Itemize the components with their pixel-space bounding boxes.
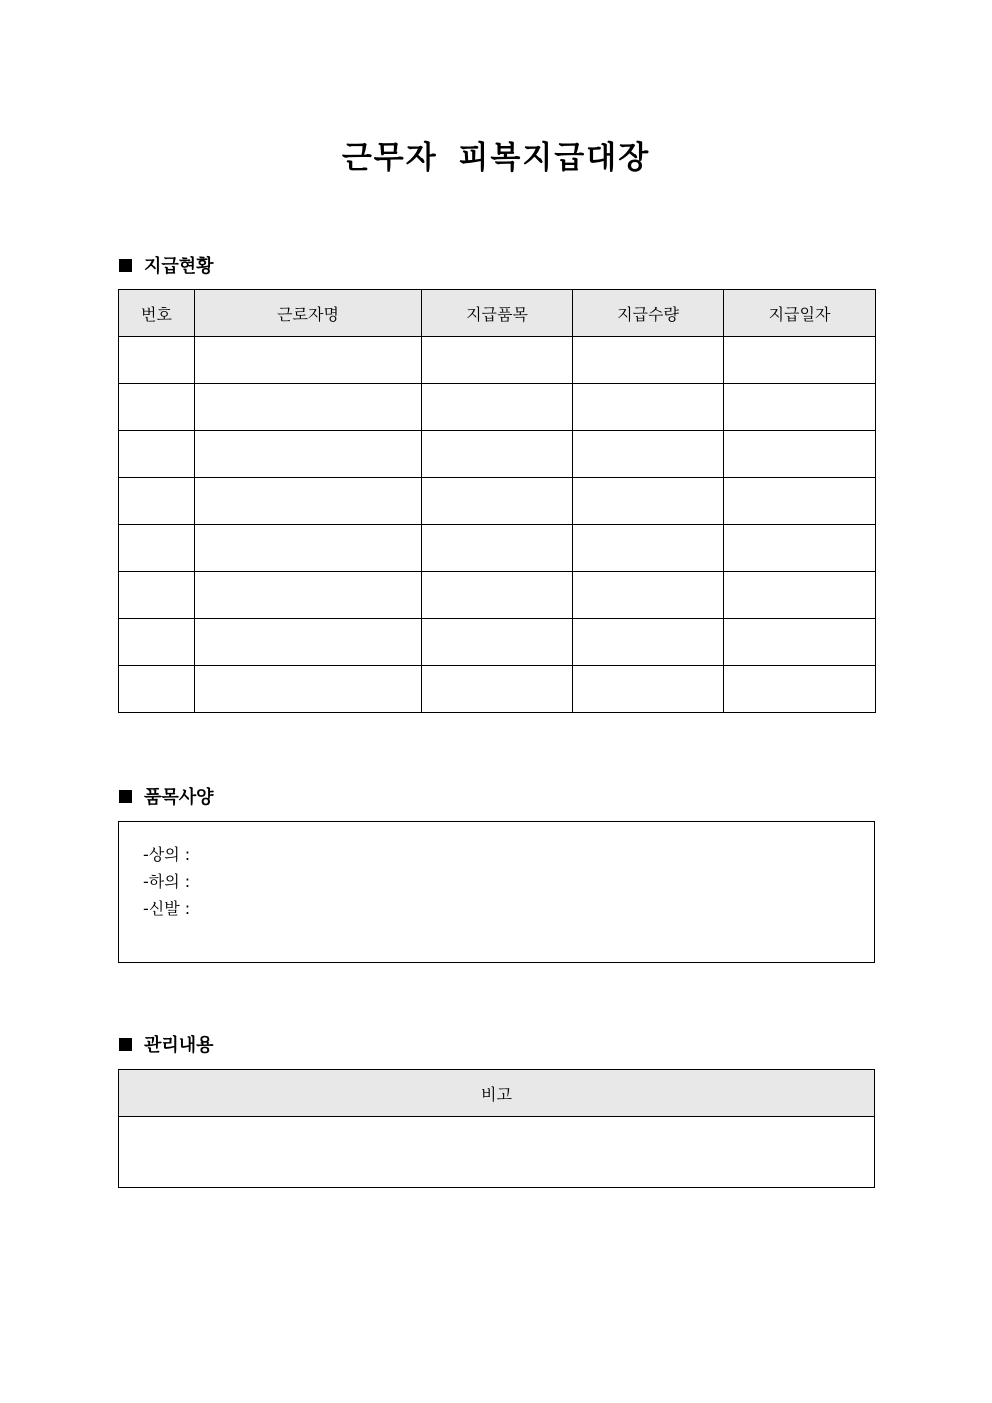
date-cell[interactable] xyxy=(724,666,876,713)
table-row xyxy=(119,337,876,384)
section-title: 지급현황 xyxy=(144,256,214,277)
table-row xyxy=(119,619,876,666)
section-heading-management xyxy=(119,1032,214,1056)
date-cell[interactable] xyxy=(724,384,876,431)
date-cell[interactable] xyxy=(724,525,876,572)
column-header-date: 지급일자 xyxy=(724,290,876,337)
document-title: 근무자 피복지급대장 xyxy=(341,140,651,176)
quantity-cell[interactable] xyxy=(573,431,724,478)
worker-name-cell[interactable] xyxy=(195,337,422,384)
date-cell[interactable] xyxy=(724,572,876,619)
column-header-worker-name: 근로자명 xyxy=(195,290,422,337)
square-bullet-icon xyxy=(119,259,132,272)
table-header-row xyxy=(119,290,876,337)
number-cell[interactable] xyxy=(119,337,195,384)
table-row xyxy=(119,666,876,713)
square-bullet-icon xyxy=(119,1038,132,1051)
section-title: 품목사양 xyxy=(144,787,214,808)
item-cell[interactable] xyxy=(422,431,573,478)
number-cell[interactable] xyxy=(119,478,195,525)
spec-lines xyxy=(143,841,190,922)
number-cell[interactable] xyxy=(119,431,195,478)
spec-box xyxy=(118,821,875,963)
item-cell[interactable] xyxy=(422,666,573,713)
quantity-cell[interactable] xyxy=(573,337,724,384)
section-heading-status xyxy=(119,253,214,277)
status-table-body xyxy=(119,337,876,713)
item-cell[interactable] xyxy=(422,572,573,619)
number-cell[interactable] xyxy=(119,572,195,619)
square-bullet-icon xyxy=(119,790,132,803)
table-row xyxy=(119,431,876,478)
worker-name-cell[interactable] xyxy=(195,384,422,431)
spec-line-shoes: -신발 : xyxy=(143,899,191,918)
worker-name-cell[interactable] xyxy=(195,478,422,525)
number-cell[interactable] xyxy=(119,619,195,666)
table-header-row xyxy=(119,1070,875,1117)
worker-name-cell[interactable] xyxy=(195,525,422,572)
table-row xyxy=(119,478,876,525)
section-heading-spec xyxy=(119,784,214,808)
date-cell[interactable] xyxy=(724,337,876,384)
quantity-cell[interactable] xyxy=(573,478,724,525)
management-table xyxy=(118,1069,875,1188)
date-cell[interactable] xyxy=(724,478,876,525)
spec-line-bottom: -하의 : xyxy=(143,872,191,891)
item-cell[interactable] xyxy=(422,384,573,431)
table-row xyxy=(119,384,876,431)
item-cell[interactable] xyxy=(422,478,573,525)
item-cell[interactable] xyxy=(422,525,573,572)
quantity-cell[interactable] xyxy=(573,572,724,619)
column-header-number: 번호 xyxy=(119,290,195,337)
item-cell[interactable] xyxy=(422,337,573,384)
date-cell[interactable] xyxy=(724,619,876,666)
column-header-remarks: 비고 xyxy=(119,1070,875,1117)
worker-name-cell[interactable] xyxy=(195,666,422,713)
number-cell[interactable] xyxy=(119,384,195,431)
number-cell[interactable] xyxy=(119,666,195,713)
remarks-cell[interactable] xyxy=(119,1117,875,1188)
quantity-cell[interactable] xyxy=(573,525,724,572)
section-title: 관리내용 xyxy=(144,1035,214,1056)
worker-name-cell[interactable] xyxy=(195,572,422,619)
spec-line-top: -상의 : xyxy=(143,845,191,864)
table-row xyxy=(119,525,876,572)
worker-name-cell[interactable] xyxy=(195,619,422,666)
date-cell[interactable] xyxy=(724,431,876,478)
column-header-item: 지급품목 xyxy=(422,290,573,337)
number-cell[interactable] xyxy=(119,525,195,572)
table-row xyxy=(119,572,876,619)
quantity-cell[interactable] xyxy=(573,619,724,666)
table-row xyxy=(119,1117,875,1188)
worker-name-cell[interactable] xyxy=(195,431,422,478)
status-table xyxy=(118,289,876,713)
quantity-cell[interactable] xyxy=(573,666,724,713)
quantity-cell[interactable] xyxy=(573,384,724,431)
item-cell[interactable] xyxy=(422,619,573,666)
column-header-quantity: 지급수량 xyxy=(573,290,724,337)
